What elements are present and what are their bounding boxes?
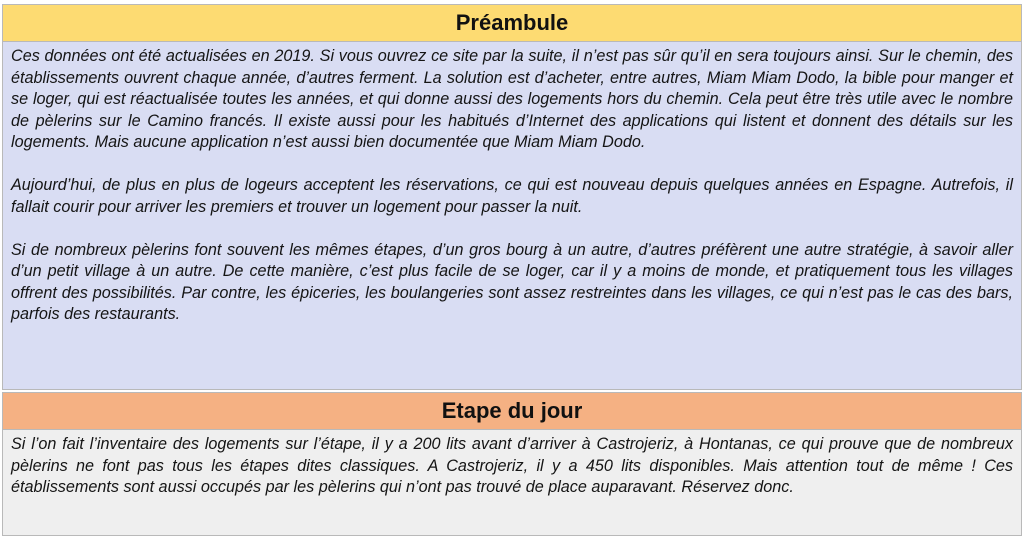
preambule-paragraph-3: Si de nombreux pèlerins font souvent les mêmes étapes, d’un gros bourg à un autre, d’autres préfèrent une autre stratégie, à savoir aller d’un petit village à un autre. De cette manière, c’est plus facile de se loger, car il y a moins de monde, et pratiquement tous les villages offrent des possibilités. Par contre, les épiceries, les boulangeries sont assez restreintes dans les villages, ce qui n’est pas le cas des bars, parfois des restaurants. — [11, 240, 1013, 323]
preambule-header — [2, 4, 1022, 42]
preambule-paragraph-2: Aujourd’hui, de plus en plus de logeurs acceptent les réservations, ce qui est nouveau depuis quelques années en Espagne. Autrefois, il fallait courir pour arriver les premiers et trouver un logement pour passer la nuit. — [11, 176, 1013, 216]
preambule-body — [2, 42, 1022, 390]
etape-title: Etape du jour — [441, 398, 583, 423]
preambule-title: Préambule — [455, 10, 569, 35]
etape-body — [2, 430, 1022, 536]
etape-header — [2, 392, 1022, 430]
preambule-paragraph-1: Ces données ont été actualisées en 2019. Si vous ouvrez ce site par la suite, il n’est pas sûr qu’il en sera toujours ainsi. Sur le chemin, des établissements ouvrent chaque année, d’autres ferment. La solution est d’acheter, entre autres, Miam Miam Dodo, la bible pour manger et se loger, qui est réactualisée toutes les années, et qui donne aussi des logements hors du chemin. Cela peut être très utile avec le nombre de pèlerins sur le Camino francés. Il existe aussi pour les habitués d’Internet des applications qui listent et donnent des détails sur les logements. Mais aucune application n’est aussi bien documentée que Miam Miam Dodo. — [11, 47, 1013, 151]
etape-paragraph-1: Si l’on fait l’inventaire des logements sur l’étape, il y a 200 lits avant d’arriver à Castrojeriz, à Hontanas, ce qui prouve que de nombreux pèlerins ne font pas tous les étapes dites classiques. A Castrojeriz, il y a 450 lits disponibles. Mais attention tout de même ! Ces établissements sont aussi occupés par les pèlerins qui n’ont pas trouvé de place auparavant. Réservez donc. — [11, 435, 1013, 496]
